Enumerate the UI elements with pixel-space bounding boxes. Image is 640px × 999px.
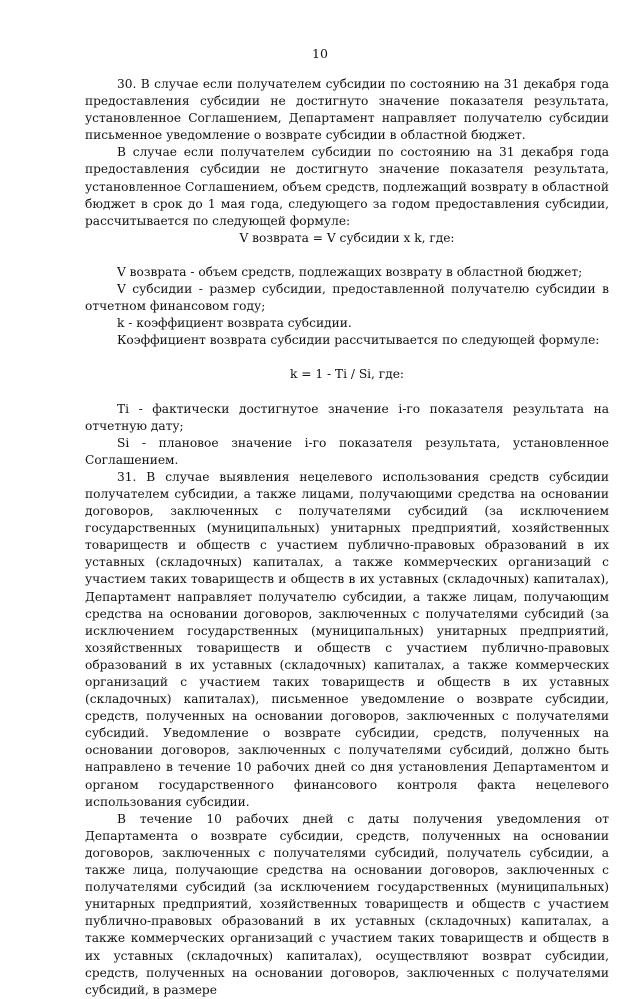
definition-si: Si - плановое значение i-го показателя результата, установленное Соглашением. xyxy=(85,435,609,467)
page-number: 10 xyxy=(312,46,328,61)
definition-v-return: V возврата - объем средств, подлежащих возврату в областной бюджет; xyxy=(117,264,583,279)
coefficient-intro: Коэффициент возврата субсидии рассчитывается по следующей формуле: xyxy=(117,333,600,348)
document-body xyxy=(85,76,609,999)
paragraph-return-volume-intro: В случае если получателем субсидии по состоянию на 31 декабря года предоставления субсидии не достигнуто значение показателя результата, установленное Соглашением, объем средств, подлежащий возврату в областной бюджет в срок до 1 мая года, следующего за годом предоставления субсидии, рассчитывается по следующей формуле: xyxy=(85,145,609,228)
definition-k: k - коэффициент возврата субсидии. xyxy=(117,316,352,331)
spacer xyxy=(85,384,609,401)
definition-v-subsidy: V субсидии - размер субсидии, предоставленной получателю субсидии в отчетном финансовом году; xyxy=(85,282,609,314)
paragraph-31-misuse: 31. В случае выявления нецелевого использования средств субсидии получателем субсидии, а также лицами, получающими средства на основании договоров, заключенных с получателями субсидий (за исключением государственных (муниципальных) унитарных предприятий, хозяйственных товариществ и обществ с участием публично-правовых образований в их уставных (складочных) капиталах, а также коммерческих организаций с участием таких товариществ и обществ в их уставных (складочных) капиталах), Департамент направляет получателю субсидии, а также лицам, получающим средства на основании договоров, заключенных с получателями субсидий (за исключением государственных (муниципальных) унитарных предприятий, хозяйственных товариществ и обществ с участием публично-правовых образований в их уставных (складочных) капиталах, а также коммерческих организаций с участием таких товариществ и обществ в их уставных (складочных) капиталах), письменное уведомление о возврате субсидии, средств, полученных на основании договоров, заключенных с получателями субсидий. Уведомление о возврате субсидии, средств, полученных на основании договоров, заключенных с получателями субсидий, должно быть направлено в течение 10 рабочих дней со дня установления Департаментом и органом государственного финансового контроля факта нецелевого использования субсидии. xyxy=(85,469,609,809)
spacer xyxy=(85,349,609,366)
paragraph-return-deadline: В течение 10 рабочих дней с даты получения уведомления от Департамента о возврате субсидии, средств, полученных на основании договоров, заключенных с получателями субсидий, получатель субсидии, а также лица, получающие средства на основании договоров, заключенных с получателями субсидий (за исключением государственных (муниципальных) унитарных предприятий, хозяйственных товариществ и обществ с участием публично-правовых образований в их уставных (складочных) капиталах, а также коммерческих организаций с участием таких товариществ и обществ в их уставных (складочных) капиталах), осуществляют возврат субсидии, средств, полученных на основании договоров, заключенных с получателями субсидий, в размере xyxy=(85,811,609,997)
spacer xyxy=(85,247,609,264)
formula-coefficient: k = 1 - Ti / Si, где: xyxy=(289,367,405,382)
definition-ti: Ti - фактически достигнутое значение i-го показателя результата на отчетную дату; xyxy=(85,401,609,433)
paragraph-30-notice: 30. В случае если получателем субсидии по состоянию на 31 декабря года предоставления субсидии не достигнуто значение показателя результата, установленное Соглашением, Департамент направляет получателю субсидии письменное уведомление о возврате субсидии в областной бюджет. xyxy=(85,77,609,143)
formula-return-volume: V возврата = V субсидии х k, где: xyxy=(239,230,455,245)
